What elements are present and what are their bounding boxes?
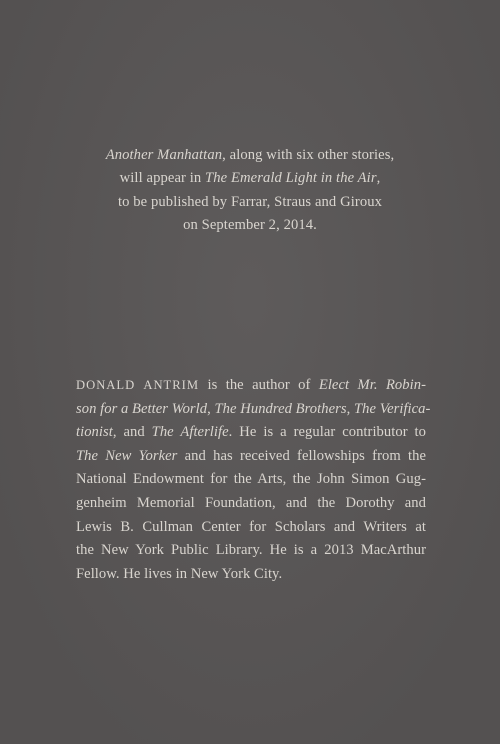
bio-line-3: tionist, and The Afterlife. He is a regular contributor to xyxy=(76,424,427,441)
bio-line-6: genheim Memorial Foundation, and the Dorothy and xyxy=(76,494,426,511)
notice-line-4: on September 2, 2014. xyxy=(183,217,317,234)
notice-line-2: will appear in The Emerald Light in the Air, xyxy=(119,170,381,187)
bio-line-4: The New Yorker and has received fellowships from the xyxy=(76,447,426,464)
author-bio xyxy=(76,374,431,586)
author-name: DONALD ANTRIM xyxy=(76,378,200,392)
bio-line-1: DONALD ANTRIM is the author of Elect Mr. Robin- xyxy=(76,377,426,393)
bio-line-8: the New York Public Library. He is a 2013 MacArthur xyxy=(76,542,426,559)
bio-line-7: Lewis B. Cullman Center for Scholars and Writers at xyxy=(76,518,426,535)
notice-line-3: to be published by Farrar, Straus and Giroux xyxy=(117,193,383,210)
bio-line-2: son for a Better World, The Hundred Brothers, The Verifica- xyxy=(76,400,431,417)
book-title: The Emerald Light in the Air xyxy=(205,170,377,187)
bio-line-9: Fellow. He lives in New York City. xyxy=(76,565,283,582)
bio-line-5: National Endowment for the Arts, the John Simon Gug- xyxy=(76,471,426,488)
story-title: Another Manhattan xyxy=(105,147,223,163)
publication-notice xyxy=(60,144,440,238)
notice-line-1: Another Manhattan, along with six other stories, xyxy=(105,147,395,163)
